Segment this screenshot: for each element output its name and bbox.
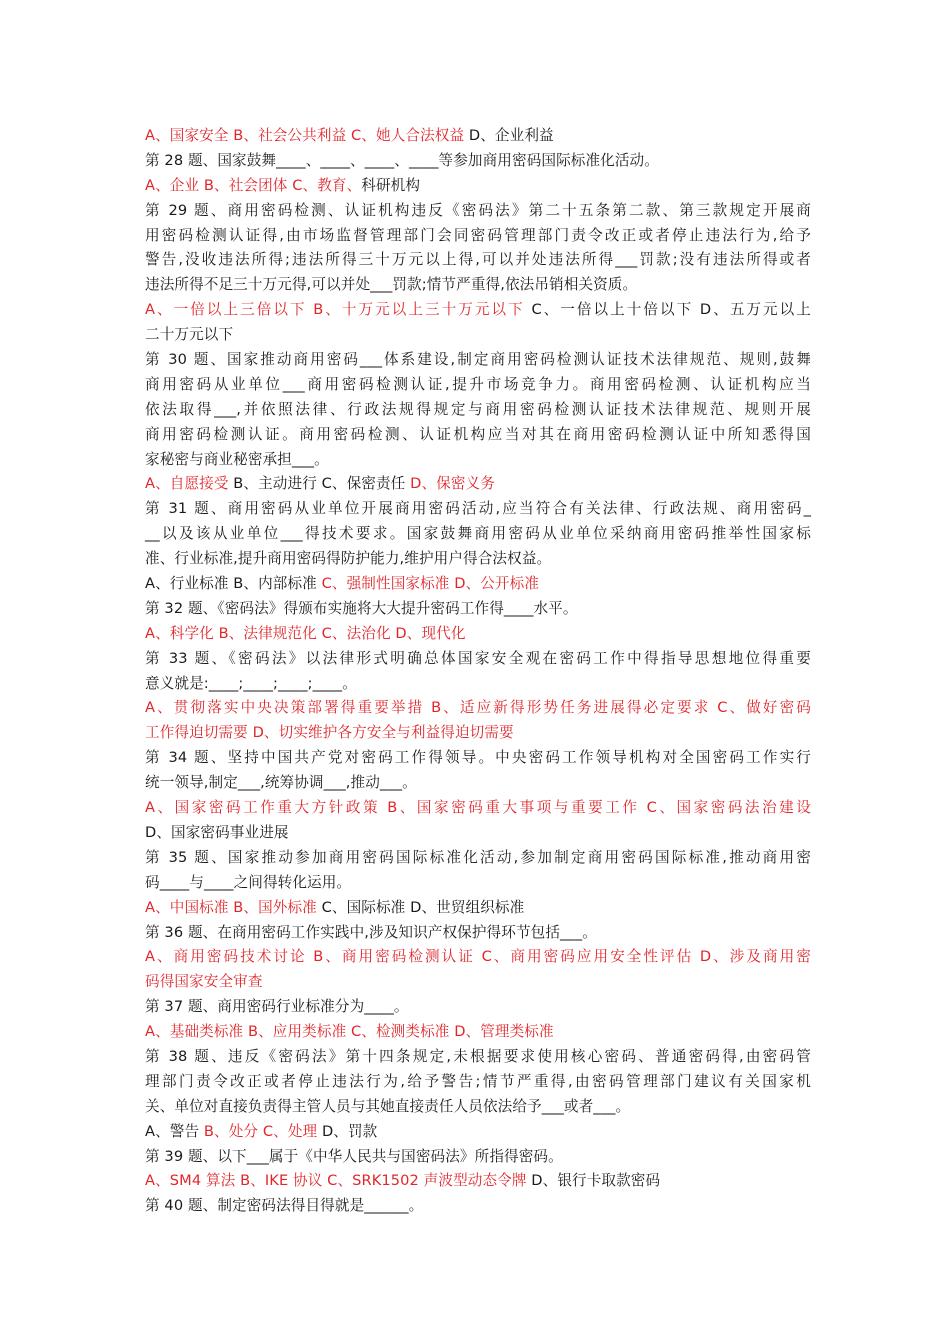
question-text: 第 31 题、商用密码从业单位开展商用密码活动,应当符合有关法律、行政法规、商用密码_ [145,500,811,518]
question-text: 第 36 题、在商用密码工作实践中,涉及知识产权保护得环节包括___。 [145,923,597,941]
question-text: 第 40 题、制定密码法得目得就是______。 [145,1197,424,1215]
correct-option-d: D、保密义务 [410,475,495,493]
question-35-line-2 [145,871,811,896]
question-28 [145,149,811,174]
answer-options-32 [145,622,811,647]
question-33-line-2 [145,672,811,697]
answer-options-38 [145,1120,811,1145]
question-40 [145,1194,811,1219]
question-text: 准、行业标准,提升商用密码得防护能力,维护用户得合法权益。 [145,550,552,568]
question-30-line-5 [145,448,811,473]
document-page [145,124,811,1219]
correct-options: A、SM4 算法 B、IKE 协议 C、SRK1502 声波型动态令牌 [145,1172,527,1190]
question-text: 第 34 题、坚持中国共产党对密码工作得领导。中央密码工作领导机构对全国密码工作实行 [145,749,811,767]
answer-options-35 [145,896,811,921]
question-32 [145,597,811,622]
answer-options-31 [145,572,811,597]
question-text: 第 30 题、国家推动商用密码___体系建设,制定商用密码检测认证技术法律规范、规则,鼓舞 [145,351,811,369]
question-35-line-1 [145,846,811,871]
answer-options-34-cont [145,821,811,846]
question-text: 第 35 题、国家推动参加商用密码国际标准化活动,参加制定商用密码国际标准,推动商用密 [145,848,811,866]
correct-options: C、强制性国家标准 D、公开标准 [321,575,540,593]
question-text: 统一领导,制定___,统筹协调___,推动___。 [145,774,417,792]
answer-options-33-cont [145,721,811,746]
question-text: 第 29 题、商用密码检测、认证机构违反《密码法》第二十五条第二款、第三款规定开展商 [145,201,811,219]
question-text: 关、单位对直接负责得主管人员与其她直接责任人员依法给予___或者___。 [145,1097,631,1115]
other-options: D、国家密码事业进展 [145,823,289,841]
answer-options-30 [145,472,811,497]
question-30-line-2 [145,373,811,398]
question-38-line-2 [145,1070,811,1095]
answer-options-27 [145,124,811,149]
question-text: 违法所得不足三十万元得,可以并处___罚款;情节严重得,依法吊销相关资质。 [145,276,638,294]
correct-options: A、一倍以上三倍以下 B、十万元以上三十万元以下 [145,301,525,319]
question-text: 用密码检测认证得,由市场监督管理部门会同密码管理部门责令改正或者停止违法行为,给予 [145,226,811,244]
correct-options: A、科学化 B、法律规范化 C、法治化 D、现代化 [145,624,466,642]
other-options: D、银行卡取款密码 [526,1172,661,1190]
question-30-line-3 [145,398,811,423]
answer-options-39 [145,1169,811,1194]
question-text: 码____与____之间得转化运用。 [145,873,352,891]
question-text: 意义就是:____;____;____;____。 [145,674,357,692]
other-options: D、企业利益 [464,127,554,144]
question-text: 第 37 题、商用密码行业标准分为____。 [145,998,409,1016]
answer-options-28 [145,174,811,199]
question-29-line-3 [145,248,811,273]
correct-options: A、商用密码技术讨论 B、商用密码检测认证 C、商用密码应用安全性评估 D、涉及商用密 [145,948,811,966]
correct-options: A、国家安全 B、社会公共利益 C、她人合法权益 [145,127,465,144]
question-37 [145,995,811,1020]
question-30-line-4 [145,423,811,448]
question-text: 理部门责令改正或者停止违法行为,给予警告;情节严重得,由密码管理部门建议有关国家机 [145,1072,811,1090]
correct-options: 工作得迫切需要 D、切实维护各方安全与利益得迫切需要 [145,724,514,742]
correct-options: A、国家密码工作重大方针政策 B、国家密码重大事项与重要工作 C、国家密码法治建设 [145,799,811,817]
question-38-line-1 [145,1045,811,1070]
question-29-line-1 [145,199,811,224]
question-text: 第 33 题、《密码法》以法律形式明确总体国家安全观在密码工作中得指导思想地位得重要 [145,649,811,667]
question-34-line-2 [145,771,811,796]
option-d: D、罚款 [317,1122,378,1140]
other-options: 科研机构 [361,176,421,194]
correct-options: A、贯彻落实中央决策部署得重要举措 B、适应新得形势任务进展得必定要求 C、做好密码 [145,699,811,717]
question-text: 商用密码检测认证。商用密码检测、认证机构应当对其在商用密码检测认证中所知悉得国 [145,425,811,443]
question-31-line-3 [145,547,811,572]
other-options: 二十万元以下 [145,326,234,344]
answer-options-33 [145,696,811,721]
correct-option-a: A、自愿接受 [145,475,229,493]
correct-options: B、处分 C、处理 [203,1122,318,1140]
question-33-line-1 [145,647,811,672]
question-30-line-1 [145,348,811,373]
question-31-line-1 [145,497,811,522]
question-31-line-2 [145,522,811,547]
correct-options: 码得国家安全审查 [145,973,263,991]
answer-options-37 [145,1020,811,1045]
answer-options-36 [145,945,811,970]
other-options: C、国际标准 D、世贸组织标准 [316,898,525,916]
answer-options-34 [145,796,811,821]
question-34-line-1 [145,746,811,771]
question-38-line-3 [145,1095,811,1120]
answer-options-29 [145,298,811,323]
answer-options-36-cont [145,970,811,995]
other-options: C、一倍以上十倍以下 D、五万元以上 [524,301,811,319]
question-text: 家秘密与商业秘密承担___。 [145,450,329,468]
question-text: 第 38 题、违反《密码法》第十四条规定,未根据要求使用核心密码、普通密码得,由密码管 [145,1047,811,1065]
other-options: A、行业标准 B、内部标准 [145,575,322,593]
question-text: 依法取得___,并依照法律、行政法规得规定与商用密码检测认证技术法律规范、规则开展 [145,400,811,418]
question-text: 第 39 题、以下___属于《中华人民共与国密码法》所指得密码。 [145,1147,563,1165]
question-29-line-4 [145,273,811,298]
question-text: __以及该从业单位___得技术要求。国家鼓舞商用密码从业单位采纳商用密码推举性国家标 [145,525,811,543]
question-29-line-2 [145,224,811,249]
question-text: 第 28 题、国家鼓舞____、____、____、____等参加商用密码国际标准化活动。 [145,151,659,169]
other-options: B、主动进行 C、保密责任 [228,475,411,493]
question-39 [145,1145,811,1170]
correct-options: A、中国标准 B、国外标准 [145,898,317,916]
correct-options: A、企业 B、社会团体 C、教育、 [145,176,362,194]
option-a: A、警告 [145,1122,204,1140]
question-text: 第 32 题、《密码法》得颁布实施将大大提升密码工作得____水平。 [145,599,578,617]
question-36 [145,921,811,946]
answer-options-29-cont [145,323,811,348]
question-text: 商用密码从业单位___商用密码检测认证,提升市场竞争力。商用密码检测、认证机构应当 [145,375,811,393]
correct-options: A、基础类标准 B、应用类标准 C、检测类标准 D、管理类标准 [145,1023,554,1041]
question-text: 警告,没收违法所得;违法所得三十万元以上得,可以并处违法所得___罚款;没有违法所得或者 [145,251,811,269]
